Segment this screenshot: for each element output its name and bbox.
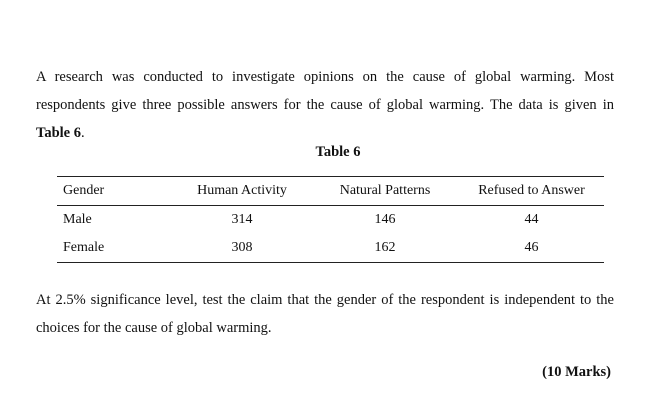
intro-end: . (81, 125, 85, 141)
table-caption: Table 6 (315, 144, 361, 160)
table-reference: Table 6 (36, 125, 81, 141)
cell-natural-patterns: 146 (374, 212, 396, 227)
table-row (57, 234, 604, 263)
table-row (57, 206, 604, 235)
table-header-row (57, 177, 604, 206)
cell-human-activity: 314 (231, 212, 253, 227)
header-refused-to-answer: Refused to Answer (478, 183, 585, 198)
cell-gender: Male (63, 212, 92, 227)
data-table (57, 176, 604, 263)
cell-gender: Female (63, 240, 105, 255)
header-natural-patterns: Natural Patterns (339, 183, 431, 198)
marks-label: (10 Marks) (542, 364, 611, 380)
header-gender: Gender (63, 183, 105, 198)
question-paragraph: At 2.5% significance level, test the claim that the gender of the respondent is independent to the choices for the cause of global warming. (36, 292, 614, 336)
header-human-activity: Human Activity (197, 183, 287, 198)
cell-refused-to-answer: 44 (524, 212, 539, 227)
intro-paragraph (36, 63, 614, 147)
cell-refused-to-answer: 46 (524, 240, 539, 255)
cell-natural-patterns: 162 (374, 240, 396, 255)
cell-human-activity: 308 (231, 240, 253, 255)
intro-text: A research was conducted to investigate opinions on the cause of global warming. Most respondents give three possible answers for the cause of global warming. The data is given in (36, 69, 614, 113)
